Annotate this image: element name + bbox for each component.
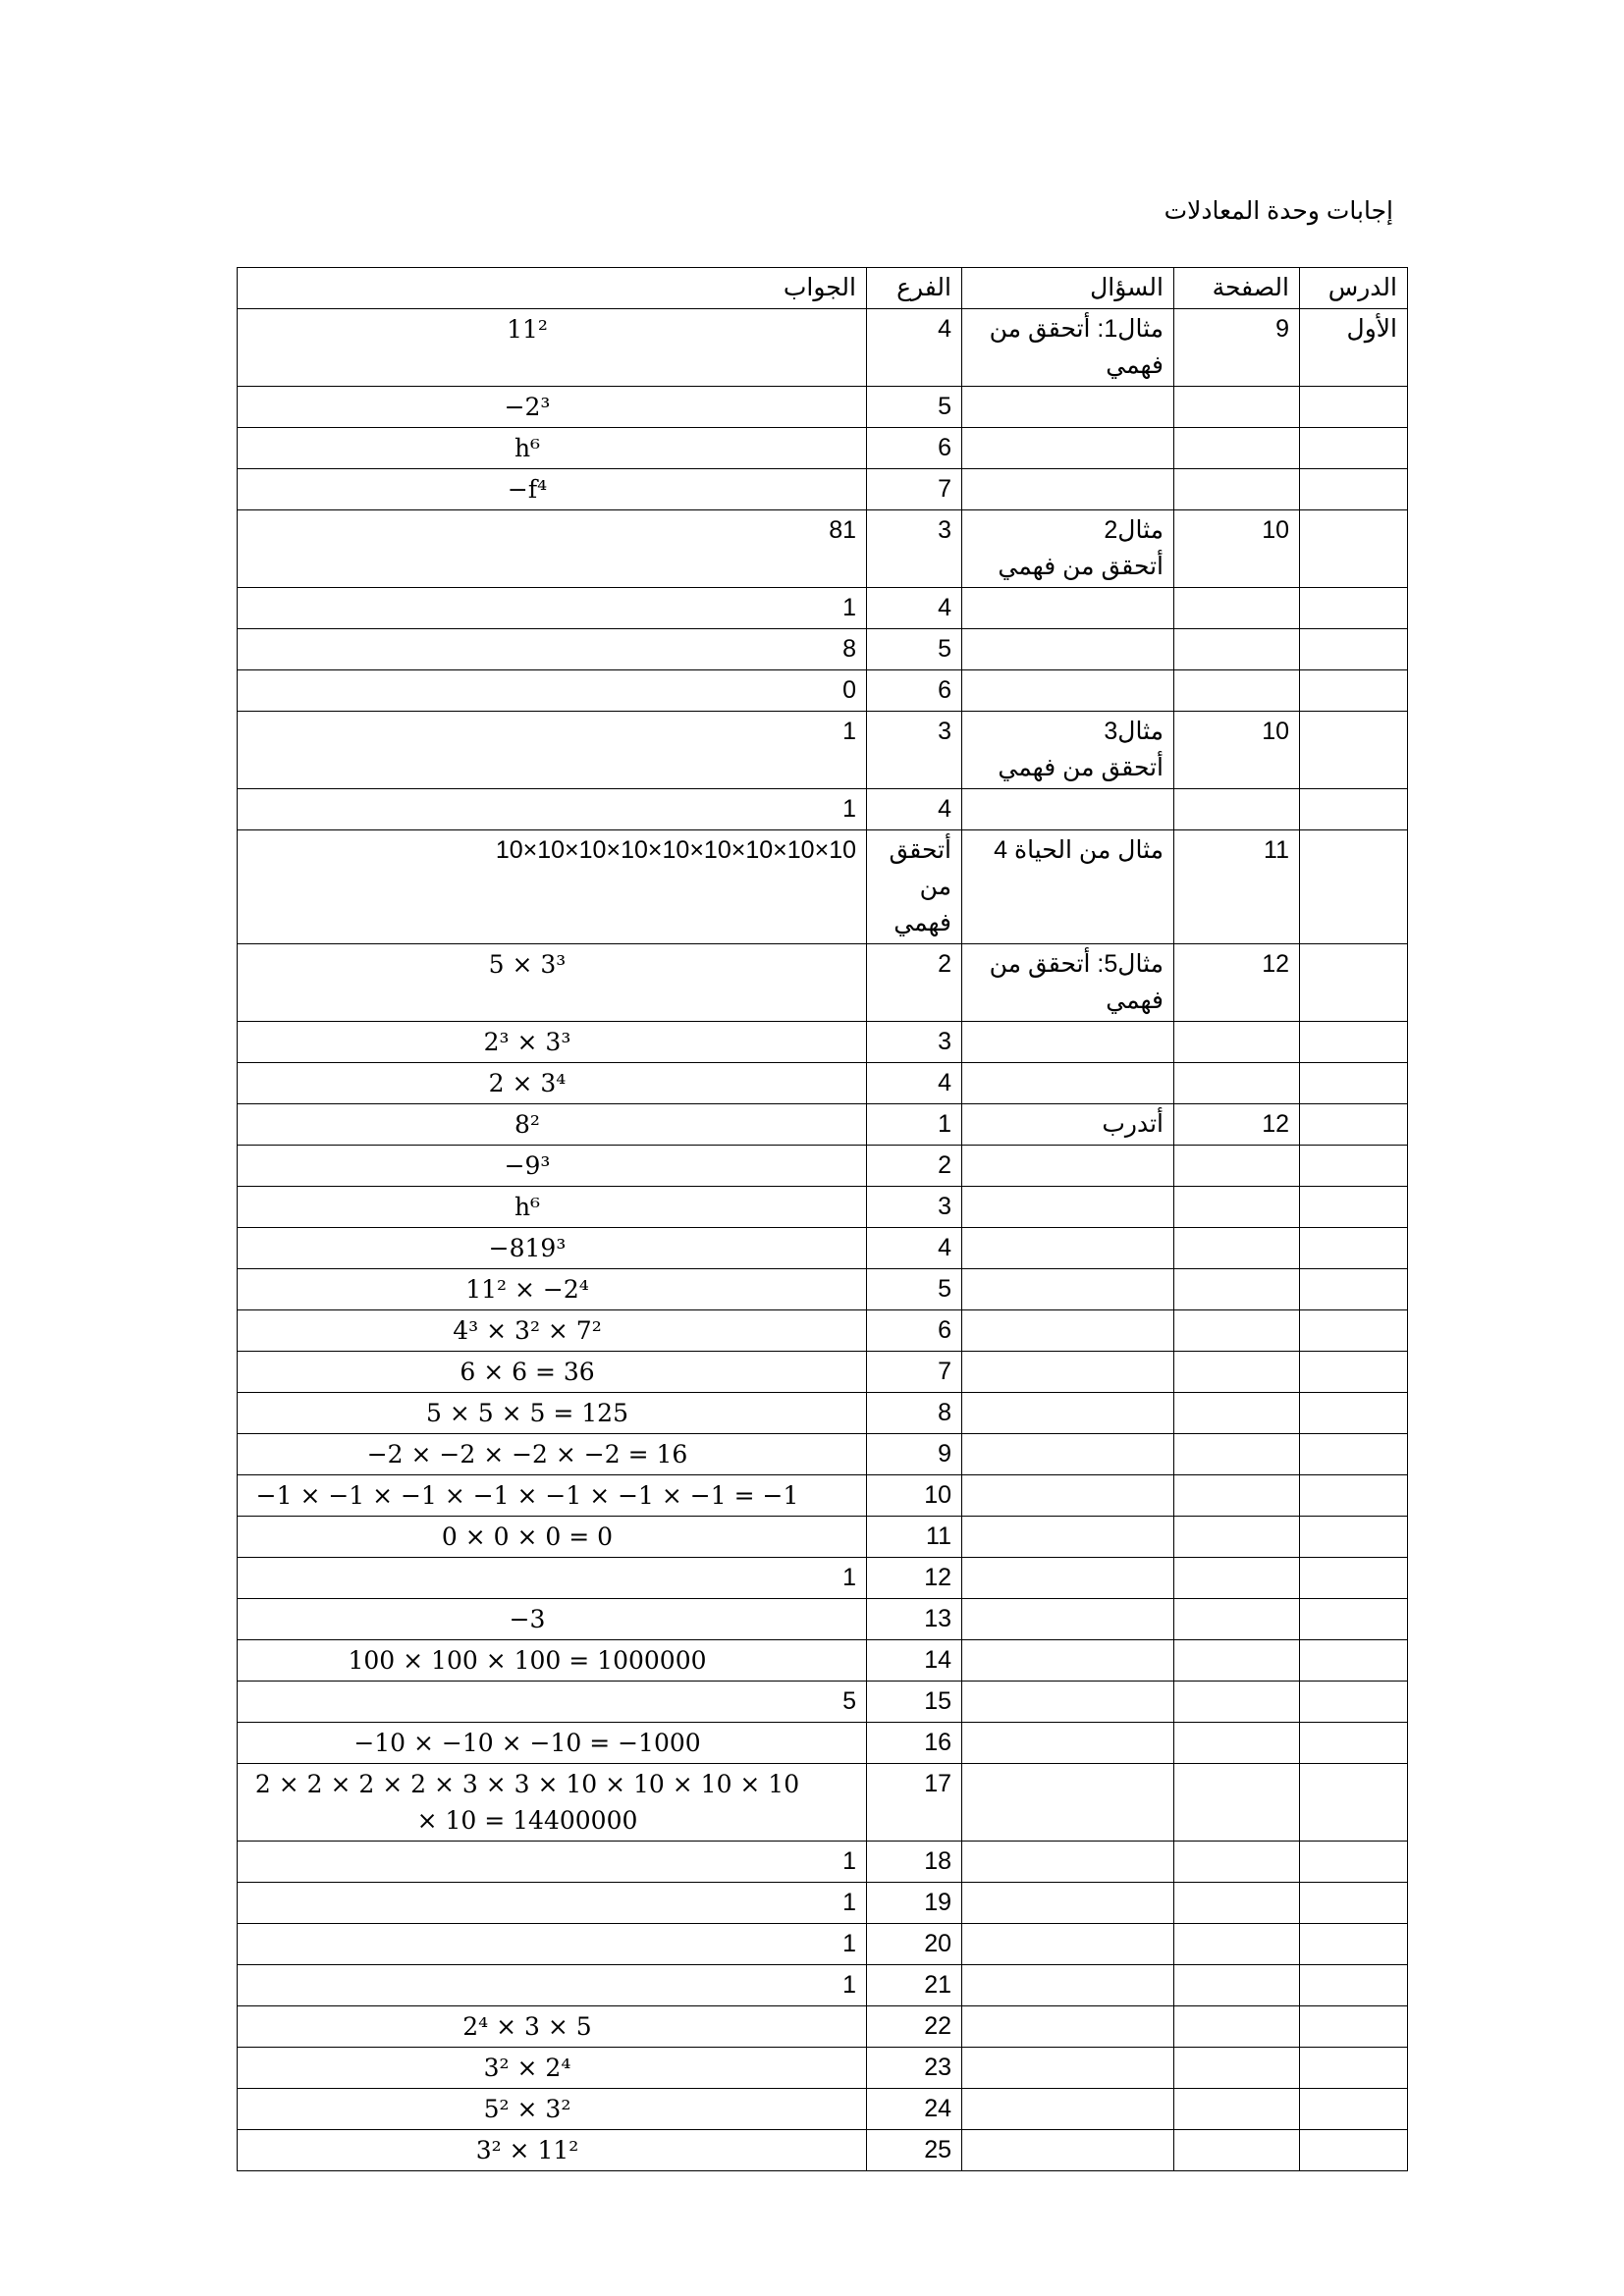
cell-page — [1174, 1434, 1300, 1475]
table-row — [238, 670, 1408, 712]
cell-page — [1174, 1682, 1300, 1723]
cell-branch: 14 — [867, 1640, 962, 1682]
cell-branch: 8 — [867, 1393, 962, 1434]
document-title: إجابات وحدة المعادلات — [1164, 197, 1393, 225]
cell-answer: 5² × 3² — [238, 2089, 867, 2130]
cell-lesson — [1300, 2006, 1408, 2048]
cell-page — [1174, 1924, 1300, 1965]
cell-answer: 3² × 2⁴ — [238, 2048, 867, 2089]
cell-answer: 8² — [238, 1104, 867, 1146]
cell-branch: 12 — [867, 1558, 962, 1599]
cell-lesson — [1300, 387, 1408, 428]
cell-lesson — [1300, 1599, 1408, 1640]
cell-question — [962, 588, 1174, 629]
cell-branch: 13 — [867, 1599, 962, 1640]
header-branch: الفرع — [867, 268, 962, 309]
cell-branch: 5 — [867, 387, 962, 428]
cell-lesson — [1300, 1022, 1408, 1063]
cell-branch: 6 — [867, 428, 962, 469]
cell-lesson — [1300, 1146, 1408, 1187]
cell-question — [962, 1965, 1174, 2006]
cell-answer: h⁶ — [238, 1187, 867, 1228]
cell-question — [962, 1269, 1174, 1310]
cell-question: مثال1: أتحقق من فهمي — [962, 309, 1174, 387]
cell-answer: 4³ × 3² × 7² — [238, 1310, 867, 1352]
table-row — [238, 2006, 1408, 2048]
cell-question — [962, 1599, 1174, 1640]
table-row — [238, 1146, 1408, 1187]
cell-branch: 9 — [867, 1434, 962, 1475]
cell-lesson — [1300, 712, 1408, 789]
cell-answer: 0 — [238, 670, 867, 712]
cell-branch: 7 — [867, 1352, 962, 1393]
cell-question — [962, 1842, 1174, 1883]
table-row — [238, 309, 1408, 387]
cell-answer: −10 × −10 × −10 = −1000 — [238, 1723, 867, 1764]
cell-page — [1174, 2006, 1300, 2048]
cell-lesson — [1300, 1228, 1408, 1269]
answers-table — [237, 267, 1408, 2171]
cell-branch: 19 — [867, 1883, 962, 1924]
table-row — [238, 789, 1408, 830]
cell-page: 11 — [1174, 830, 1300, 944]
cell-page — [1174, 2130, 1300, 2171]
table-row — [238, 1434, 1408, 1475]
cell-lesson — [1300, 1269, 1408, 1310]
table-row — [238, 2130, 1408, 2171]
cell-page — [1174, 2048, 1300, 2089]
table-row — [238, 1393, 1408, 1434]
cell-page: 10 — [1174, 712, 1300, 789]
cell-answer: 2 × 2 × 2 × 2 × 3 × 3 × 10 × 10 × 10 × 10 × 10 = 14400000 — [238, 1764, 867, 1842]
cell-page — [1174, 1842, 1300, 1883]
cell-branch: 23 — [867, 2048, 962, 2089]
cell-question — [962, 1393, 1174, 1434]
cell-answer: 8 — [238, 629, 867, 670]
cell-page — [1174, 1269, 1300, 1310]
cell-question: أتدرب — [962, 1104, 1174, 1146]
table-row — [238, 1924, 1408, 1965]
cell-question — [962, 1228, 1174, 1269]
cell-answer: 1 — [238, 1883, 867, 1924]
cell-question — [962, 1310, 1174, 1352]
cell-lesson — [1300, 1965, 1408, 2006]
cell-page — [1174, 1146, 1300, 1187]
cell-question — [962, 469, 1174, 510]
cell-branch: 2 — [867, 944, 962, 1022]
table-row — [238, 1475, 1408, 1517]
cell-lesson — [1300, 1558, 1408, 1599]
cell-answer: 1 — [238, 789, 867, 830]
table-body — [238, 309, 1408, 2171]
cell-branch: 15 — [867, 1682, 962, 1723]
cell-branch: 22 — [867, 2006, 962, 2048]
table-row — [238, 1723, 1408, 1764]
cell-question — [962, 2048, 1174, 2089]
table-row — [238, 1352, 1408, 1393]
cell-lesson — [1300, 1517, 1408, 1558]
cell-question: مثال3 أتحقق من فهمي — [962, 712, 1174, 789]
cell-branch: 1 — [867, 1104, 962, 1146]
cell-page — [1174, 1352, 1300, 1393]
cell-question — [962, 1558, 1174, 1599]
cell-answer: 3² × 11² — [238, 2130, 867, 2171]
cell-question — [962, 1475, 1174, 1517]
cell-page — [1174, 1558, 1300, 1599]
cell-question — [962, 1063, 1174, 1104]
cell-page — [1174, 1187, 1300, 1228]
cell-answer: 1 — [238, 1924, 867, 1965]
cell-question — [962, 2130, 1174, 2171]
cell-branch: 25 — [867, 2130, 962, 2171]
table-row — [238, 1842, 1408, 1883]
cell-question — [962, 1640, 1174, 1682]
table-row — [238, 588, 1408, 629]
header-question: السؤال — [962, 268, 1174, 309]
table-row — [238, 387, 1408, 428]
cell-lesson — [1300, 1723, 1408, 1764]
cell-question — [962, 1924, 1174, 1965]
table-row — [238, 1517, 1408, 1558]
cell-branch: 16 — [867, 1723, 962, 1764]
cell-lesson — [1300, 830, 1408, 944]
cell-answer: h⁶ — [238, 428, 867, 469]
cell-answer: −f⁴ — [238, 469, 867, 510]
cell-answer: −1 × −1 × −1 × −1 × −1 × −1 × −1 = −1 — [238, 1475, 867, 1517]
cell-question — [962, 1764, 1174, 1842]
cell-branch: 4 — [867, 1228, 962, 1269]
table-row — [238, 1269, 1408, 1310]
cell-branch: 21 — [867, 1965, 962, 2006]
cell-branch: 2 — [867, 1146, 962, 1187]
cell-branch: 3 — [867, 1022, 962, 1063]
table-row — [238, 469, 1408, 510]
cell-answer: 2³ × 3³ — [238, 1022, 867, 1063]
cell-question — [962, 1517, 1174, 1558]
table-row — [238, 1640, 1408, 1682]
cell-page — [1174, 428, 1300, 469]
cell-page — [1174, 469, 1300, 510]
cell-branch: أتحقق من فهمي — [867, 830, 962, 944]
cell-page — [1174, 2089, 1300, 2130]
cell-page — [1174, 1475, 1300, 1517]
cell-lesson — [1300, 1310, 1408, 1352]
cell-lesson — [1300, 1682, 1408, 1723]
cell-question — [962, 1434, 1174, 1475]
cell-answer: −2 × −2 × −2 × −2 = 16 — [238, 1434, 867, 1475]
cell-lesson — [1300, 1352, 1408, 1393]
cell-lesson — [1300, 2089, 1408, 2130]
cell-branch: 24 — [867, 2089, 962, 2130]
cell-branch: 10 — [867, 1475, 962, 1517]
cell-question — [962, 428, 1174, 469]
cell-page: 9 — [1174, 309, 1300, 387]
cell-branch: 4 — [867, 789, 962, 830]
cell-branch: 11 — [867, 1517, 962, 1558]
cell-page — [1174, 629, 1300, 670]
cell-page — [1174, 1723, 1300, 1764]
cell-lesson: الأول — [1300, 309, 1408, 387]
table-row — [238, 1883, 1408, 1924]
table-row — [238, 2089, 1408, 2130]
cell-page — [1174, 1764, 1300, 1842]
table-row — [238, 830, 1408, 944]
table-row — [238, 1965, 1408, 2006]
table-row — [238, 1558, 1408, 1599]
cell-question — [962, 1146, 1174, 1187]
table-row — [238, 1764, 1408, 1842]
cell-page — [1174, 1063, 1300, 1104]
cell-page: 12 — [1174, 944, 1300, 1022]
cell-branch: 4 — [867, 1063, 962, 1104]
cell-branch: 3 — [867, 712, 962, 789]
cell-question — [962, 670, 1174, 712]
cell-question — [962, 387, 1174, 428]
cell-lesson — [1300, 1434, 1408, 1475]
cell-question — [962, 1682, 1174, 1723]
cell-lesson — [1300, 510, 1408, 588]
cell-lesson — [1300, 1475, 1408, 1517]
cell-lesson — [1300, 1883, 1408, 1924]
cell-page — [1174, 1393, 1300, 1434]
header-answer: الجواب — [238, 268, 867, 309]
cell-answer: 2⁴ × 3 × 5 — [238, 2006, 867, 2048]
cell-lesson — [1300, 428, 1408, 469]
cell-question — [962, 789, 1174, 830]
cell-lesson — [1300, 588, 1408, 629]
cell-answer: 1 — [238, 1558, 867, 1599]
cell-question: مثال من الحياة 4 — [962, 830, 1174, 944]
cell-lesson — [1300, 629, 1408, 670]
table-row — [238, 428, 1408, 469]
cell-page — [1174, 1599, 1300, 1640]
header-page: الصفحة — [1174, 268, 1300, 309]
cell-answer: 1 — [238, 588, 867, 629]
cell-question — [962, 1723, 1174, 1764]
cell-answer: 1 — [238, 1842, 867, 1883]
cell-answer: 81 — [238, 510, 867, 588]
cell-answer: 5 — [238, 1682, 867, 1723]
cell-branch: 7 — [867, 469, 962, 510]
table-row — [238, 1228, 1408, 1269]
cell-answer: 100 × 100 × 100 = 1000000 — [238, 1640, 867, 1682]
cell-branch: 6 — [867, 1310, 962, 1352]
cell-answer: 5 × 5 × 5 = 125 — [238, 1393, 867, 1434]
cell-branch: 6 — [867, 670, 962, 712]
cell-answer: 5 × 3³ — [238, 944, 867, 1022]
cell-page — [1174, 1310, 1300, 1352]
cell-answer: 10×10×10×10×10×10×10×10×10 — [238, 830, 867, 944]
table-row — [238, 1063, 1408, 1104]
cell-question — [962, 2089, 1174, 2130]
cell-page — [1174, 1228, 1300, 1269]
table-row — [238, 629, 1408, 670]
table-row — [238, 2048, 1408, 2089]
cell-answer: 11² × −2⁴ — [238, 1269, 867, 1310]
cell-answer: 11² — [238, 309, 867, 387]
cell-page — [1174, 1640, 1300, 1682]
cell-lesson — [1300, 1842, 1408, 1883]
cell-answer: 6 × 6 = 36 — [238, 1352, 867, 1393]
cell-lesson — [1300, 1063, 1408, 1104]
cell-question — [962, 1352, 1174, 1393]
table-row — [238, 1682, 1408, 1723]
cell-branch: 3 — [867, 1187, 962, 1228]
cell-answer: 1 — [238, 1965, 867, 2006]
cell-branch: 17 — [867, 1764, 962, 1842]
cell-page: 12 — [1174, 1104, 1300, 1146]
cell-page — [1174, 670, 1300, 712]
cell-lesson — [1300, 1640, 1408, 1682]
cell-lesson — [1300, 2048, 1408, 2089]
cell-question — [962, 629, 1174, 670]
table-row — [238, 944, 1408, 1022]
cell-page: 10 — [1174, 510, 1300, 588]
cell-page — [1174, 1965, 1300, 2006]
cell-question — [962, 1883, 1174, 1924]
cell-branch: 3 — [867, 510, 962, 588]
cell-answer: 0 × 0 × 0 = 0 — [238, 1517, 867, 1558]
cell-branch: 5 — [867, 1269, 962, 1310]
table-row — [238, 1310, 1408, 1352]
cell-question — [962, 2006, 1174, 2048]
cell-answer: 1 — [238, 712, 867, 789]
cell-lesson — [1300, 670, 1408, 712]
cell-lesson — [1300, 1187, 1408, 1228]
cell-branch: 5 — [867, 629, 962, 670]
table-row — [238, 510, 1408, 588]
cell-answer: −819³ — [238, 1228, 867, 1269]
table-row — [238, 712, 1408, 789]
cell-branch: 20 — [867, 1924, 962, 1965]
table-row — [238, 1022, 1408, 1063]
cell-lesson — [1300, 1764, 1408, 1842]
cell-lesson — [1300, 1924, 1408, 1965]
cell-page — [1174, 588, 1300, 629]
cell-lesson — [1300, 2130, 1408, 2171]
cell-lesson — [1300, 789, 1408, 830]
cell-answer: −3 — [238, 1599, 867, 1640]
cell-page — [1174, 789, 1300, 830]
cell-branch: 4 — [867, 588, 962, 629]
cell-branch: 18 — [867, 1842, 962, 1883]
cell-lesson — [1300, 944, 1408, 1022]
cell-question: مثال2 أتحقق من فهمي — [962, 510, 1174, 588]
cell-question — [962, 1187, 1174, 1228]
cell-page — [1174, 1883, 1300, 1924]
table-row — [238, 1187, 1408, 1228]
cell-lesson — [1300, 469, 1408, 510]
cell-answer: 2 × 3⁴ — [238, 1063, 867, 1104]
table-row — [238, 1599, 1408, 1640]
cell-page — [1174, 1517, 1300, 1558]
cell-branch: 4 — [867, 309, 962, 387]
cell-lesson — [1300, 1104, 1408, 1146]
cell-question: مثال5: أتحقق من فهمي — [962, 944, 1174, 1022]
cell-question — [962, 1022, 1174, 1063]
header-lesson: الدرس — [1300, 268, 1408, 309]
table-row — [238, 1104, 1408, 1146]
cell-page — [1174, 1022, 1300, 1063]
cell-lesson — [1300, 1393, 1408, 1434]
cell-answer: −2³ — [238, 387, 867, 428]
cell-page — [1174, 387, 1300, 428]
table-header-row — [238, 268, 1408, 309]
cell-answer: −9³ — [238, 1146, 867, 1187]
